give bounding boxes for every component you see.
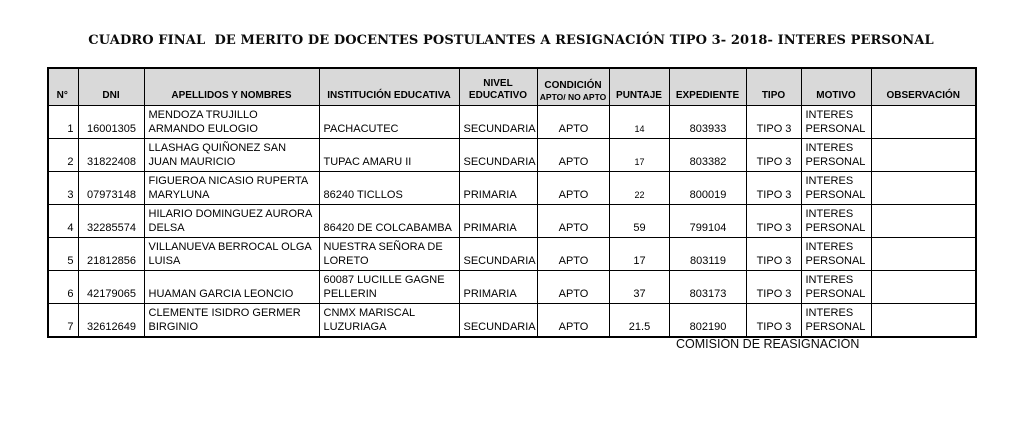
col-header-nivel: NIVEL EDUCATIVO: [459, 68, 537, 106]
cell-observacion: [871, 106, 976, 139]
cell-condicion: APTO: [537, 172, 609, 205]
cell-puntaje: 17: [609, 238, 669, 271]
cell-observacion: [871, 304, 976, 338]
cell-num: 6: [48, 271, 78, 304]
col-header-condicion-main: CONDICIÓN: [544, 80, 602, 91]
cell-dni: 32285574: [78, 205, 144, 238]
cell-motivo: INTERES PERSONAL: [801, 172, 871, 205]
table-row: [48, 139, 976, 172]
cell-puntaje: 59: [609, 205, 669, 238]
cell-num: 1: [48, 106, 78, 139]
cell-tipo: TIPO 3: [746, 139, 801, 172]
table-row: [48, 271, 976, 304]
cell-tipo: TIPO 3: [746, 172, 801, 205]
cell-puntaje: 17: [609, 139, 669, 172]
header-row: [48, 68, 976, 106]
cell-puntaje: 14: [609, 106, 669, 139]
cell-institucion: CNMX MARISCAL LUZURIAGA: [319, 304, 459, 338]
cell-dni: 42179065: [78, 271, 144, 304]
cell-condicion: APTO: [537, 271, 609, 304]
cell-nombres: MENDOZA TRUJILLO ARMANDO EULOGIO: [144, 106, 319, 139]
cell-expediente: 799104: [669, 205, 746, 238]
cell-nivel: SECUNDARIA: [459, 106, 537, 139]
cell-motivo: INTERES PERSONAL: [801, 304, 871, 338]
cell-nivel: PRIMARIA: [459, 205, 537, 238]
cell-num: 4: [48, 205, 78, 238]
col-header-observacion: OBSERVACIÓN: [871, 68, 976, 106]
table-row: [48, 172, 976, 205]
col-header-tipo: TIPO: [746, 68, 801, 106]
cell-motivo: INTERES PERSONAL: [801, 106, 871, 139]
cell-institucion: 60087 LUCILLE GAGNE PELLERIN: [319, 271, 459, 304]
cell-observacion: [871, 238, 976, 271]
cell-num: 7: [48, 304, 78, 338]
col-header-expediente: EXPEDIENTE: [669, 68, 746, 106]
cell-institucion: TUPAC AMARU II: [319, 139, 459, 172]
cell-nombres: LLASHAG QUIÑONEZ SAN JUAN MAURICIO: [144, 139, 319, 172]
cell-institucion: PACHACUTEC: [319, 106, 459, 139]
cell-institucion: 86420 DE COLCABAMBA: [319, 205, 459, 238]
cell-puntaje: 22: [609, 172, 669, 205]
cell-num: 2: [48, 139, 78, 172]
cell-expediente: 803173: [669, 271, 746, 304]
cell-observacion: [871, 205, 976, 238]
cell-condicion: APTO: [537, 238, 609, 271]
col-header-numero: N°: [48, 68, 78, 106]
cell-nombres: CLEMENTE ISIDRO GERMER BIRGINIO: [144, 304, 319, 338]
cell-dni: 31822408: [78, 139, 144, 172]
col-header-institucion: INSTITUCIÓN EDUCATIVA: [319, 68, 459, 106]
cell-puntaje: 37: [609, 271, 669, 304]
cell-num: 5: [48, 238, 78, 271]
cell-tipo: TIPO 3: [746, 238, 801, 271]
cell-nivel: PRIMARIA: [459, 172, 537, 205]
cell-nombres: HILARIO DOMINGUEZ AURORA DELSA: [144, 205, 319, 238]
cell-observacion: [871, 172, 976, 205]
cell-puntaje: 21.5: [609, 304, 669, 338]
cell-tipo: TIPO 3: [746, 271, 801, 304]
page-title: CUADRO FINAL DE MERITO DE DOCENTES POSTULANTES A RESIGNACIÓN TIPO 3- 2018- INTERES PERSONAL: [88, 33, 934, 48]
table-row: [48, 304, 976, 338]
cell-tipo: TIPO 3: [746, 106, 801, 139]
cell-motivo: INTERES PERSONAL: [801, 271, 871, 304]
col-header-condicion: [537, 68, 609, 106]
cell-institucion: 86240 TICLLOS: [319, 172, 459, 205]
cell-dni: 32612649: [78, 304, 144, 338]
table-row: [48, 106, 976, 139]
cell-observacion: [871, 139, 976, 172]
cell-expediente: 803119: [669, 238, 746, 271]
cell-condicion: APTO: [537, 304, 609, 338]
cell-institucion: NUESTRA SEÑORA DE LORETO: [319, 238, 459, 271]
cell-condicion: APTO: [537, 139, 609, 172]
cell-expediente: 803382: [669, 139, 746, 172]
cell-nombres: HUAMAN GARCIA LEONCIO: [144, 271, 319, 304]
table-row: [48, 238, 976, 271]
cell-dni: 07973148: [78, 172, 144, 205]
cell-expediente: 800019: [669, 172, 746, 205]
cell-nombres: VILLANUEVA BERROCAL OLGA LUISA: [144, 238, 319, 271]
cell-nivel: SECUNDARIA: [459, 238, 537, 271]
cell-tipo: TIPO 3: [746, 205, 801, 238]
cell-nivel: SECUNDARIA: [459, 304, 537, 338]
col-header-puntaje: PUNTAJE: [609, 68, 669, 106]
cell-motivo: INTERES PERSONAL: [801, 205, 871, 238]
cell-condicion: APTO: [537, 205, 609, 238]
cell-tipo: TIPO 3: [746, 304, 801, 338]
cell-dni: 21812856: [78, 238, 144, 271]
cell-expediente: 802190: [669, 304, 746, 338]
col-header-dni: DNI: [78, 68, 144, 106]
cell-condicion: APTO: [537, 106, 609, 139]
cell-num: 3: [48, 172, 78, 205]
cell-nivel: PRIMARIA: [459, 271, 537, 304]
table-body: [48, 106, 976, 338]
commission-signature-label: COMISIÓN DE REASIGNACIÓN: [676, 337, 860, 351]
cell-motivo: INTERES PERSONAL: [801, 139, 871, 172]
col-header-motivo: MOTIVO: [801, 68, 871, 106]
cell-nivel: SECUNDARIA: [459, 139, 537, 172]
cell-expediente: 803933: [669, 106, 746, 139]
merit-table: [47, 67, 977, 338]
cell-motivo: INTERES PERSONAL: [801, 238, 871, 271]
table-row: [48, 205, 976, 238]
cell-dni: 16001305: [78, 106, 144, 139]
cell-observacion: [871, 271, 976, 304]
col-header-condicion-sub: APTO/ NO APTO: [539, 92, 607, 102]
col-header-nombres: APELLIDOS Y NOMBRES: [144, 68, 319, 106]
cell-nombres: FIGUEROA NICASIO RUPERTA MARYLUNA: [144, 172, 319, 205]
